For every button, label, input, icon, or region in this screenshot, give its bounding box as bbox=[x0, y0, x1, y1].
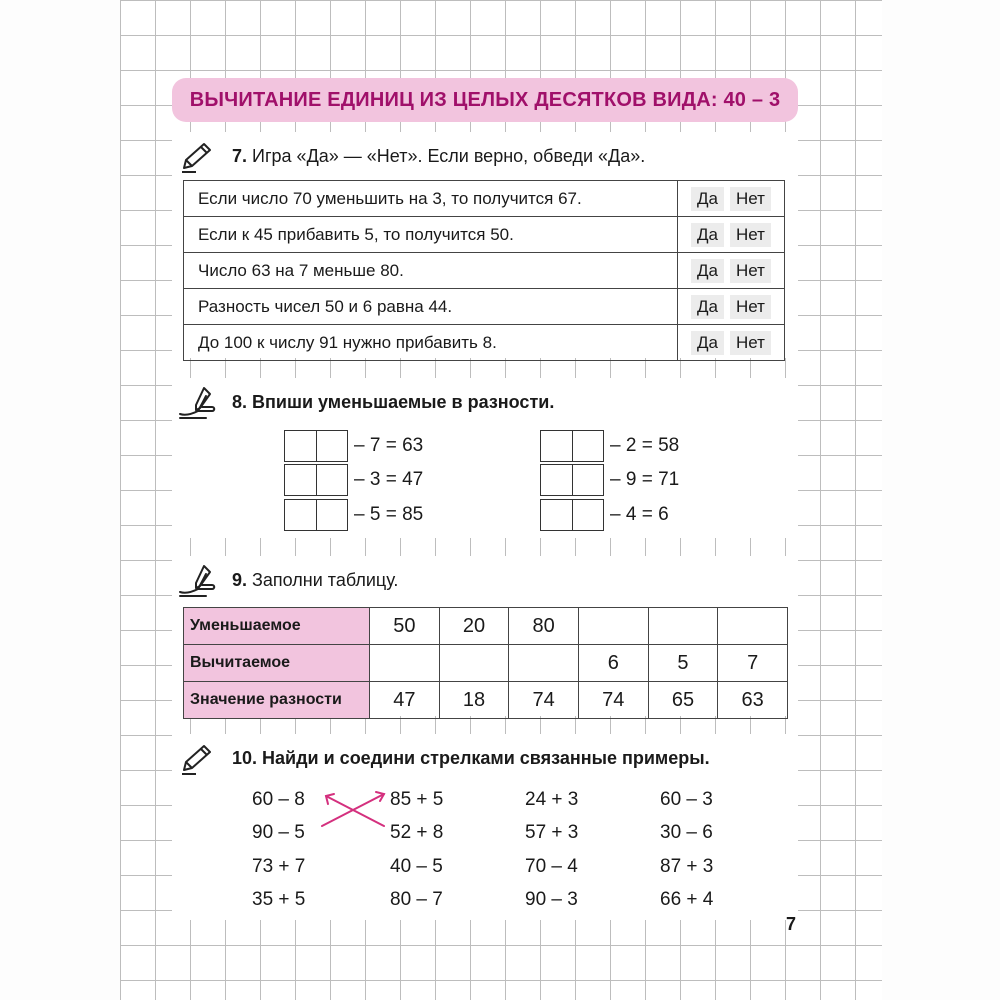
task8-text: Впиши уменьшаемые в разности. bbox=[252, 392, 555, 412]
example[interactable]: 40 – 5 bbox=[390, 856, 443, 877]
equation: – 9 = 71 bbox=[610, 469, 680, 490]
row-header: Значение разности bbox=[184, 682, 370, 719]
answer-box[interactable] bbox=[284, 430, 348, 462]
statement: Разность чисел 50 и 6 равна 44. bbox=[184, 289, 678, 325]
table-cell[interactable]: 20 bbox=[439, 608, 509, 645]
example[interactable]: 30 – 6 bbox=[660, 822, 713, 843]
equation: – 5 = 85 bbox=[354, 504, 424, 525]
equation: – 7 = 63 bbox=[354, 435, 424, 456]
answer-box[interactable] bbox=[540, 499, 604, 531]
task9-text: Заполни таблицу. bbox=[252, 570, 399, 590]
example[interactable]: 24 + 3 bbox=[525, 789, 579, 810]
statement: Если число 70 уменьшить на 3, то получится 67. bbox=[184, 181, 678, 217]
task7-number: 7. bbox=[232, 146, 248, 166]
table-row bbox=[184, 181, 785, 217]
example[interactable]: 85 + 5 bbox=[390, 789, 444, 810]
answer-cell bbox=[678, 253, 785, 289]
table-cell[interactable]: 50 bbox=[370, 608, 440, 645]
table-row bbox=[184, 682, 788, 719]
task8-number: 8. bbox=[232, 392, 248, 412]
table-cell[interactable] bbox=[370, 645, 440, 682]
answer-box[interactable] bbox=[540, 430, 604, 462]
table-cell[interactable] bbox=[648, 608, 718, 645]
table-cell[interactable]: 80 bbox=[509, 608, 579, 645]
pencil-icon bbox=[176, 138, 218, 176]
equation: – 2 = 58 bbox=[610, 435, 680, 456]
task9-table bbox=[183, 607, 788, 719]
task9-number: 9. bbox=[232, 570, 248, 590]
equation: – 3 = 47 bbox=[354, 469, 424, 490]
pencil-icon bbox=[176, 740, 218, 778]
task10-number: 10. bbox=[232, 748, 258, 768]
table-row bbox=[184, 289, 785, 325]
table-cell[interactable]: 6 bbox=[578, 645, 648, 682]
table-cell[interactable] bbox=[578, 608, 648, 645]
writing-hand-icon bbox=[176, 562, 218, 600]
task8-heading bbox=[232, 392, 554, 413]
no-option[interactable]: Нет bbox=[730, 259, 771, 283]
example[interactable]: 35 + 5 bbox=[252, 889, 306, 910]
table-cell[interactable]: 63 bbox=[718, 682, 788, 719]
task7-text: Игра «Да» — «Нет». Если верно, обведи «Да». bbox=[252, 146, 646, 166]
example[interactable]: 66 + 4 bbox=[660, 889, 714, 910]
answer-cell bbox=[678, 181, 785, 217]
table-row bbox=[184, 325, 785, 361]
example[interactable]: 90 – 5 bbox=[252, 822, 305, 843]
page-number: 7 bbox=[786, 914, 797, 934]
yes-option[interactable]: Да bbox=[691, 295, 724, 319]
page-title: ВЫЧИТАНИЕ ЕДИНИЦ ИЗ ЦЕЛЫХ ДЕСЯТКОВ ВИДА: 40 – 3 bbox=[172, 78, 798, 122]
answer-box[interactable] bbox=[284, 464, 348, 496]
table-row bbox=[184, 645, 788, 682]
example[interactable]: 60 – 8 bbox=[252, 789, 305, 810]
example[interactable]: 80 – 7 bbox=[390, 889, 443, 910]
task10-text: Найди и соедини стрелками связанные примеры. bbox=[262, 748, 710, 768]
table-cell[interactable] bbox=[439, 645, 509, 682]
answer-cell bbox=[678, 217, 785, 253]
table-row bbox=[184, 217, 785, 253]
row-header: Уменьшаемое bbox=[184, 608, 370, 645]
task7-heading bbox=[232, 146, 645, 167]
no-option[interactable]: Нет bbox=[730, 295, 771, 319]
example[interactable]: 73 + 7 bbox=[252, 856, 306, 877]
table-cell[interactable] bbox=[718, 608, 788, 645]
table-cell[interactable]: 47 bbox=[370, 682, 440, 719]
table-row bbox=[184, 253, 785, 289]
table-cell[interactable] bbox=[509, 645, 579, 682]
statement: Если к 45 прибавить 5, то получится 50. bbox=[184, 217, 678, 253]
example[interactable]: 60 – 3 bbox=[660, 789, 713, 810]
table-cell[interactable]: 5 bbox=[648, 645, 718, 682]
yes-option[interactable]: Да bbox=[691, 259, 724, 283]
example[interactable]: 90 – 3 bbox=[525, 889, 578, 910]
yes-option[interactable]: Да bbox=[691, 223, 724, 247]
row-header: Вычитаемое bbox=[184, 645, 370, 682]
statement: Число 63 на 7 меньше 80. bbox=[184, 253, 678, 289]
answer-cell bbox=[678, 289, 785, 325]
yes-option[interactable]: Да bbox=[691, 187, 724, 211]
connecting-arrows bbox=[318, 786, 390, 832]
equation: – 4 = 6 bbox=[610, 504, 669, 525]
task7-table bbox=[183, 180, 785, 361]
table-cell[interactable]: 74 bbox=[578, 682, 648, 719]
answer-cell bbox=[678, 325, 785, 361]
task10-heading bbox=[232, 748, 710, 769]
no-option[interactable]: Нет bbox=[730, 331, 771, 355]
arrow-line bbox=[326, 796, 384, 826]
table-cell[interactable]: 7 bbox=[718, 645, 788, 682]
task9-heading bbox=[232, 570, 398, 591]
statement: До 100 к числу 91 нужно прибавить 8. bbox=[184, 325, 678, 361]
table-cell[interactable]: 18 bbox=[439, 682, 509, 719]
example[interactable]: 70 – 4 bbox=[525, 856, 578, 877]
example[interactable]: 52 + 8 bbox=[390, 822, 444, 843]
table-cell[interactable]: 65 bbox=[648, 682, 718, 719]
no-option[interactable]: Нет bbox=[730, 187, 771, 211]
table-row bbox=[184, 608, 788, 645]
answer-box[interactable] bbox=[284, 499, 348, 531]
answer-box[interactable] bbox=[540, 464, 604, 496]
example[interactable]: 57 + 3 bbox=[525, 822, 579, 843]
no-option[interactable]: Нет bbox=[730, 223, 771, 247]
table-cell[interactable]: 74 bbox=[509, 682, 579, 719]
example[interactable]: 87 + 3 bbox=[660, 856, 714, 877]
writing-hand-icon bbox=[176, 384, 218, 422]
yes-option[interactable]: Да bbox=[691, 331, 724, 355]
